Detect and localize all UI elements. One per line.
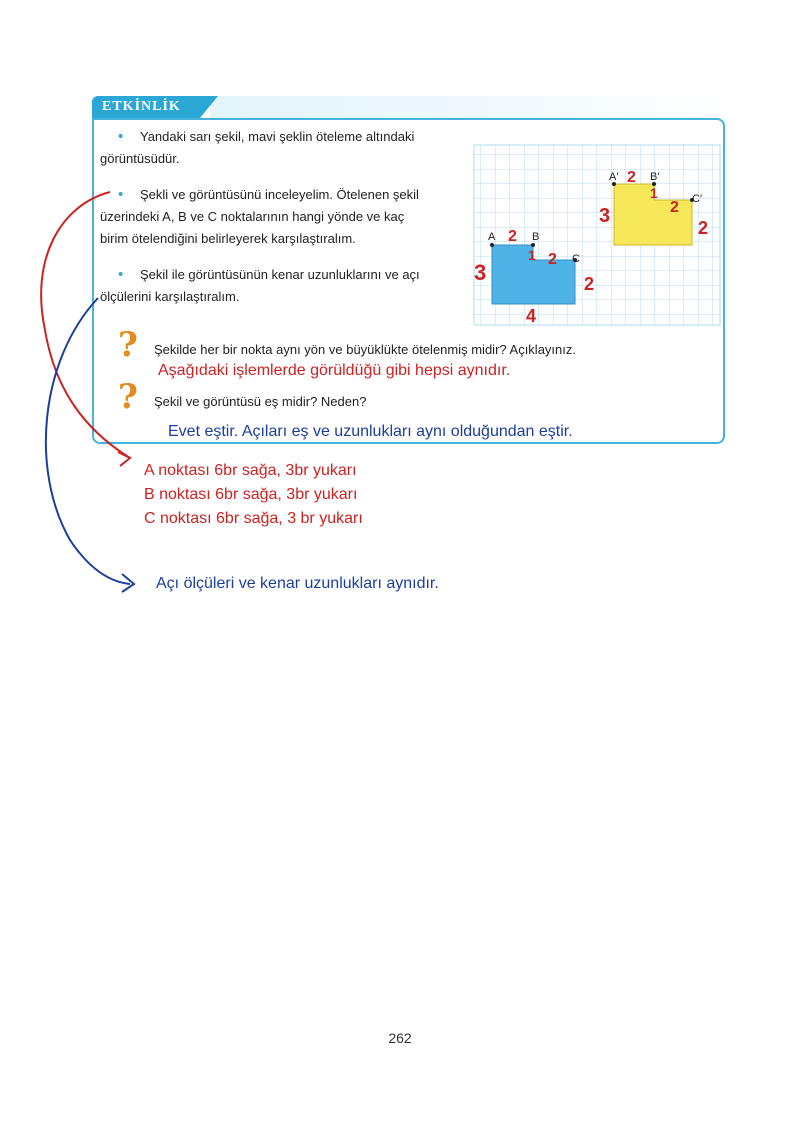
bullet-1-line-1: Yandaki sarı şekil, mavi şeklin öteleme altındaki (140, 129, 415, 144)
question-1-answer: Aşağıdaki işlemlerde görüldüğü gibi hepsi aynıdır. (158, 362, 511, 379)
bullet-2-line-1: Şekli ve görüntüsünü inceleyelim. Ötelenen şekil (140, 187, 419, 202)
question-mark-icon: ? (118, 377, 138, 417)
hand-length-bottom: 4 (526, 306, 537, 326)
question-2-answer: Evet eştir. Açıları eş ve uzunlukları aynı olduğundan eştir. (168, 423, 573, 440)
bullet-3-line-1: Şekil ile görüntüsünün kenar uzunluklarını ve açı (140, 267, 420, 282)
bullet-2-line-2: üzerindeki A, B ve C noktalarının hangi yönde ve kaç (100, 209, 405, 224)
hand-length-left: 3 (474, 260, 487, 285)
bullet-dot-icon: • (118, 128, 124, 145)
page-number: 262 (388, 1030, 412, 1046)
red-arrow (41, 192, 130, 458)
hand-length-right: 2 (584, 274, 595, 294)
label-c-prime: C′ (692, 193, 703, 205)
bullet-3-line-2: ölçülerini karşılaştıralım. (100, 289, 240, 304)
bullet-2-line-3: birim ötelendiğini belirleyerek karşılaştıralım. (100, 231, 356, 246)
question-1-text: Şekilde her bir nokta aynı yön ve büyüklükte ötelenmiş midir? Açıklayınız. (154, 342, 576, 357)
label-b-prime: B′ (650, 171, 660, 183)
question-mark-icon: ? (118, 325, 138, 365)
blue-answer: Açı ölçüleri ve kenar uzunlukları aynıdır. (156, 575, 439, 592)
red-arrowhead-icon (118, 452, 130, 466)
hand-length-left-prime: 3 (599, 205, 611, 227)
hand-length-bc: 2 (548, 251, 557, 268)
label-c: C (572, 253, 580, 265)
answer-point-a: A noktası 6br sağa, 3br yukarı (144, 462, 357, 479)
bullet-dot-icon: • (118, 266, 124, 283)
blue-arrow (46, 298, 130, 584)
question-2-text: Şekil ve görüntüsü eş midir? Neden? (154, 394, 367, 409)
hand-length-right-prime: 2 (698, 218, 709, 238)
answer-point-c: C noktası 6br sağa, 3 br yukarı (144, 510, 363, 527)
hand-length-b-down: 1 (528, 247, 536, 263)
label-a-prime: A′ (609, 171, 619, 183)
label-a: A (488, 231, 496, 243)
hand-length-b-prime-down: 1 (650, 185, 658, 201)
red-answers (144, 459, 363, 531)
bullet-1-line-2: görüntüsüdür. (100, 151, 180, 166)
hand-length-ab: 2 (508, 228, 517, 245)
hand-length-bc-prime: 2 (670, 199, 679, 216)
bullet-dot-icon: • (118, 186, 124, 203)
section-tag: ETKİNLİK (92, 96, 200, 118)
label-b: B (532, 231, 540, 243)
hand-length-ab-prime: 2 (627, 169, 636, 186)
answer-point-b: B noktası 6br sağa, 3br yukarı (144, 486, 358, 503)
